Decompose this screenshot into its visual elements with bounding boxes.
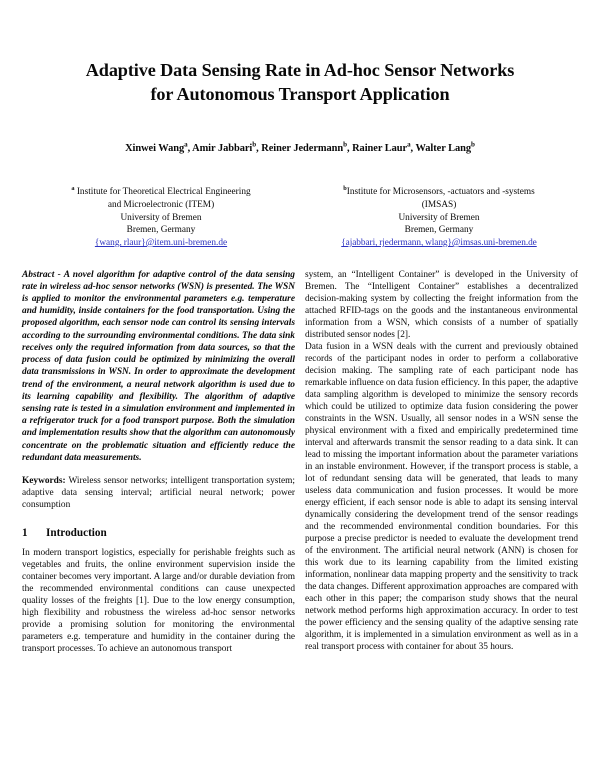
keywords-label: Keywords: — [22, 476, 66, 487]
affiliation-line: Bremen, Germany — [126, 225, 196, 236]
author-affil-mark: b — [471, 140, 475, 149]
column-right — [305, 269, 578, 656]
author-list — [22, 106, 578, 154]
author-affil-mark: a — [184, 140, 188, 149]
affiliation-b — [300, 186, 578, 249]
affiliation-mark: a — [71, 185, 75, 193]
affiliation-line: (IMSAS) — [421, 200, 457, 211]
intro-paragraph-left: In modern transport logistics, especially for perishable freights such as vegetables and fruits, the online environment supervision inside the container becomes very important. A large and/or durable deviation from the recommended environmental conditions can cause unexpected quality losses of the freights [1]. Due to the low energy consumption, high flexibility and robustness the wireless ad-hoc sensor networks provide a promising solution for monitoring the environmental parameters e.g. temperature and humidity in the container during the transport processes. To achieve an autonomous transport — [22, 548, 295, 655]
author-name: Reiner Jedermann — [261, 143, 344, 155]
affiliation-line — [300, 186, 578, 199]
keywords-paragraph — [22, 464, 295, 511]
page-title — [22, 0, 578, 106]
body-columns — [22, 250, 578, 656]
affiliation-line: University of Bremen — [398, 212, 480, 223]
affiliation-block — [22, 154, 578, 249]
author-name: Walter Lang — [415, 143, 472, 155]
affiliation-mark: b — [343, 185, 347, 193]
affiliation-line: Bremen, Germany — [404, 225, 474, 236]
author-separator: , — [410, 143, 416, 155]
author-entry — [261, 140, 353, 155]
author-name: Amir Jabbari — [192, 143, 253, 155]
email-link-item[interactable]: {wang, rlaur}@item.uni-bremen.de — [94, 237, 228, 248]
affiliation-text: Institute for Microsensors, -actuators and -systems — [346, 187, 535, 198]
abstract-paragraph — [22, 269, 295, 465]
affiliation-line: University of Bremen — [120, 212, 202, 223]
intro-paragraph-right-continued: system, an “Intelligent Container” is developed in the University of Bremen. The “Intelligent Container” establishes a decentralized decision-making system by collecting the freight information from the attached RFID-tags on the goods and the instantaneous environmental information from a WSN, which consists of a number of spatially distributed sensor nodes [2]. — [305, 269, 578, 340]
column-left — [22, 269, 295, 656]
abstract-label: Abstract - — [22, 269, 64, 280]
data-fusion-paragraph: Data fusion in a WSN deals with the current and previously obtained records of the participant nodes in order to perform a collaborative decision making. The sampling rate of each participant node has remarkable influence on data fusion efficiency. In this paper, the adaptive data sampling algorithm is developed to minimize the sensory records which could be utilized to optimize data fusion considering the power constraints in the WSN. Usually, all sensor nodes in a WSN sense the physical environment with a fixed and empirically predetermined time interval and afterwards transmit the sensor reading to a data sink. It can lead to missing the important information about the parameter variations in an instable environment. However, if the transport process is stable, a lot of redundant sensing data will be generated, that leads to many useless data communication and fusion processes. It would be more energy efficient, if each sensor node is able to adapt its sensing interval dynamically considering the development trend of the sensor readings and the recommended environmental condition boundaries. For this purpose a precise predictor is needed to evaluate the development trend of the environment. The artificial neural network (ANN) is chosen for this work due to its learning capability from the limited existing information, nonlinear data mapping property and the sensitivity to track the data changes. Different approximation approaches are compared with each other in this paper; the comparison study shows that the neural network method performs high approximation accuracy. In order to test the power efficiency and the sensing quality of the adaptive sensing rate algorithm, it is implemented in a simulation environment as well as in a real transport process with container for about 35 hours. — [305, 341, 578, 652]
affiliation-text: Institute for Theoretical Electrical Engineering — [76, 187, 251, 198]
author-affil-mark: b — [252, 140, 257, 149]
title-line-1: Adaptive Data Sensing Rate in Ad-hoc Sensor Networks — [85, 60, 515, 80]
author-entry — [125, 140, 193, 155]
author-affil-mark: a — [407, 140, 411, 149]
title-line-2: for Autonomous Transport Application — [150, 84, 450, 105]
author-entry — [415, 140, 475, 155]
affiliation-line: and Microelectronic (ITEM) — [107, 200, 215, 211]
author-separator: , — [346, 143, 353, 155]
abstract-text: A novel algorithm for adaptive control of the data sensing rate in wireless ad-hoc sensor networks (WSN) is presented. The WSN is applied to monitor the environmental parameters e.g. temperature and humidity, inside containers for the food transportation. Using the proposed algorithm, each sensor node can control its sensing intervals according to the surrounding environmental conditions. The data sink receives only the required information from data sources, so that the process of data fusion could be optimized by minimizing the overall data transmissions in WSN. In order to approximate the development trend of the environment, a neural network algorithm is used due to its learning capability and flexibility. The algorithm of adaptive sensing rate is tested in a simulation environment and implemented in a refrigerator truck for a food transport purpose. Both the simulation and implementation results show that the algorithm can autonomously concentrate on the problematic situation and efficiently reduce the redundant data measurements. — [22, 269, 295, 463]
author-entry — [192, 140, 262, 155]
author-separator: , — [256, 143, 262, 155]
affiliation-line — [22, 186, 300, 199]
section-number: 1 — [22, 527, 28, 540]
email-link-imsas[interactable]: {ajabbari, rjedermann, wlang}@imsas.uni-bremen.de — [341, 237, 537, 248]
author-name: Rainer Laur — [352, 143, 408, 155]
keywords-text: Wireless sensor networks; intelligent transportation system; adaptive data sensing interval; artificial neural network; power consumption — [22, 476, 295, 511]
section-title: Introduction — [46, 527, 107, 540]
author-name: Xinwei Wang — [125, 143, 185, 155]
affiliation-a — [22, 186, 300, 249]
section-heading-introduction — [22, 511, 295, 547]
author-separator: , — [187, 143, 193, 155]
author-entry — [352, 140, 416, 155]
author-affil-mark: b — [343, 140, 347, 149]
